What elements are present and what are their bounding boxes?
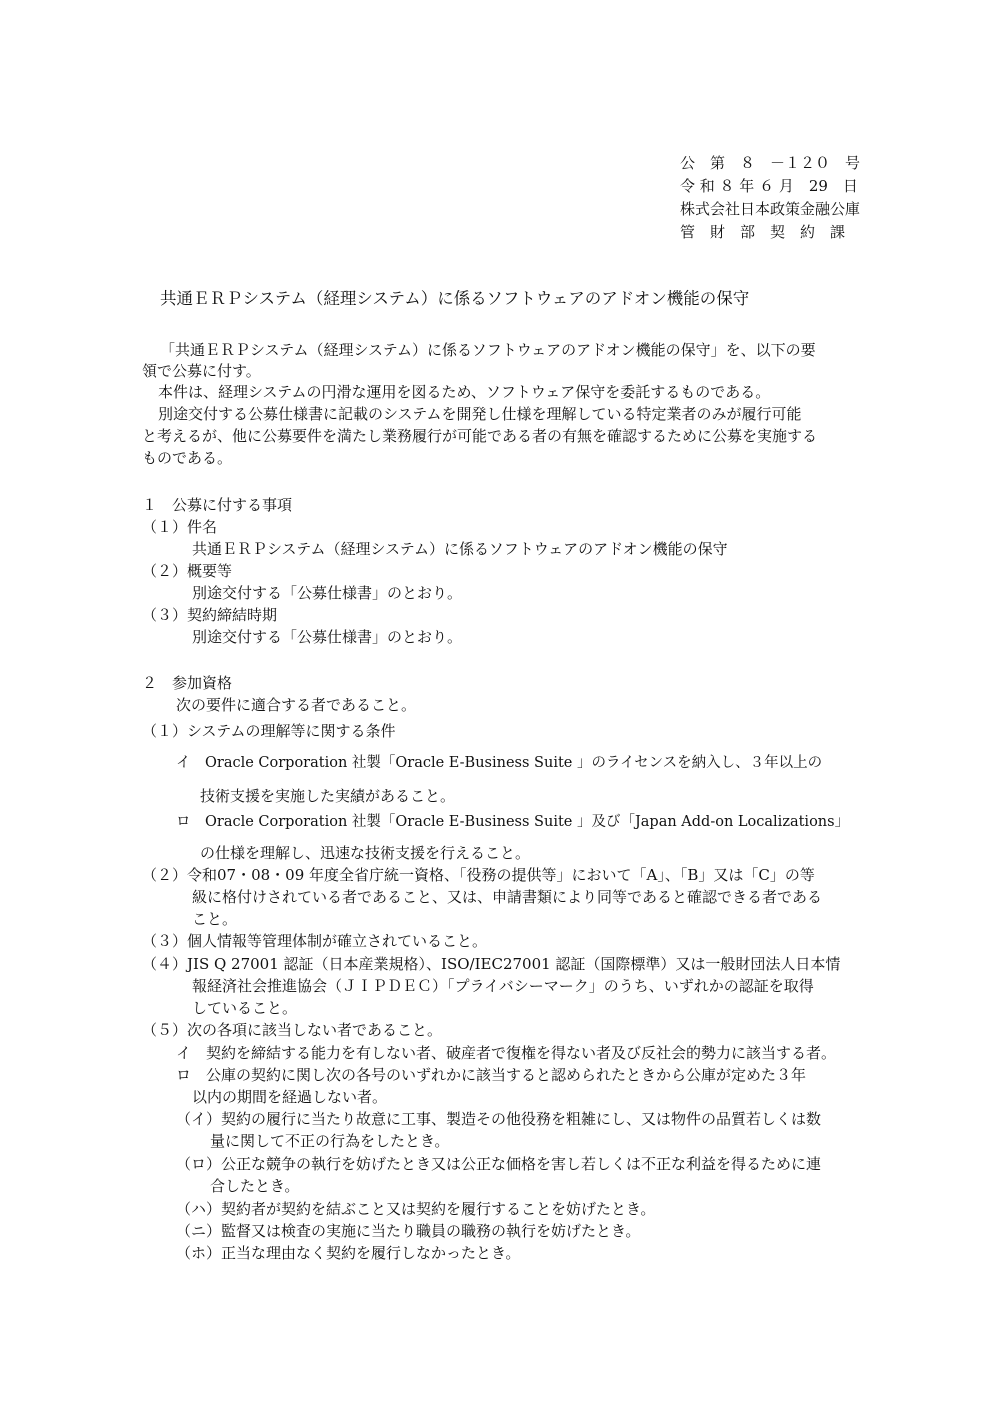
condition-item: していること。	[192, 999, 298, 1017]
item-text: 別途交付する「公募仕様書」のとおり。	[192, 584, 463, 602]
condition-item: （４）JIS Q 27001 認証（日本産業規格）、ISO/IEC27001 認証（国際標準）又は一般財団法人日本情	[142, 955, 841, 973]
condition-item: イ 契約を締結する能力を有しない者、破産者で復権を得ない者及び反社会的勢力に該当する者。	[176, 1044, 837, 1062]
intro-line: 別途交付する公募仕様書に記載のシステムを開発し仕様を理解している特定業者のみが履行可能	[158, 405, 802, 423]
item-label: （３）契約締結時期	[142, 606, 278, 624]
doc-date: 令 和 ８ 年 ６ 月 29 日	[680, 177, 858, 195]
condition-subitem: 合したとき。	[210, 1177, 300, 1195]
condition-item: 報経済社会推進協会（ＪＩＰＤＥＣ）「プライバシーマーク」のうち、いずれかの認証を取得	[192, 977, 814, 995]
condition-item: の仕様を理解し、迅速な技術支援を行えること。	[200, 844, 531, 862]
condition-label: （５）次の各項に該当しない者であること。	[142, 1021, 443, 1039]
intro-line: 領で公募に付す。	[142, 362, 261, 380]
item-label: （２）概要等	[142, 562, 233, 580]
condition-label: （１）システムの理解等に関する条件	[142, 722, 396, 740]
intro-line: ものである。	[142, 449, 233, 467]
item-label: （１）件名	[142, 518, 218, 536]
condition-item: （３）個人情報等管理体制が確立されていること。	[142, 932, 488, 950]
item-text: 共通ＥＲＰシステム（経理システム）に係るソフトウェアのアドオン機能の保守	[192, 540, 728, 558]
condition-item: 技術支援を実施した実績があること。	[200, 787, 456, 805]
condition-item: （２）令和07・08・09 年度全省庁統一資格、「役務の提供等」において「A」、「B」又は「C」の等	[142, 866, 815, 884]
condition-item: 級に格付けされている者であること、又は、申請書類により同等であると確認できる者である	[192, 888, 823, 906]
organization-name: 株式会社日本政策金融公庫	[680, 200, 861, 218]
intro-line: 「共通ＥＲＰシステム（経理システム）に係るソフトウェアのアドオン機能の保守」を、以下の要	[160, 341, 816, 359]
document-title: 共通ＥＲＰシステム（経理システム）に係るソフトウェアのアドオン機能の保守	[160, 289, 750, 308]
department-name: 管 財 部 契 約 課	[680, 223, 846, 241]
item-text: 別途交付する「公募仕様書」のとおり。	[192, 628, 463, 646]
condition-subitem: （ホ）正当な理由なく契約を履行しなかったとき。	[176, 1244, 521, 1262]
condition-subitem: （ニ）監督又は検査の実施に当たり職員の職務の執行を妨げたとき。	[176, 1222, 641, 1240]
condition-subitem: （ハ）契約者が契約を結ぶこと又は契約を履行することを妨げたとき。	[176, 1200, 656, 1218]
condition-item: ロ Oracle Corporation 社製「Oracle E-Business Suite 」及び「Japan Add-on Localizations」	[176, 814, 850, 830]
intro-line: と考えるが、他に公募要件を満たし業務履行が可能である者の有無を確認するために公募を実施する	[142, 427, 818, 445]
condition-subitem: （イ）契約の履行に当たり故意に工事、製造その他役務を粗雑にし、又は物件の品質若しくは数	[176, 1110, 822, 1128]
condition-item: ロ 公庫の契約に関し次の各号のいずれかに該当すると認められたときから公庫が定めた３年	[176, 1066, 807, 1084]
condition-subitem: 量に関して不正の行為をしたとき。	[210, 1132, 450, 1150]
section-heading: ２ 参加資格	[142, 674, 233, 692]
condition-item: 以内の期間を経過しない者。	[192, 1088, 388, 1106]
condition-item: こと。	[192, 910, 238, 928]
intro-line: 本件は、経理システムの円滑な運用を図るため、ソフトウェア保守を委託するものである。	[158, 383, 771, 401]
condition-item: イ Oracle Corporation 社製「Oracle E-Business Suite 」のライセンスを納入し、３年以上の	[176, 755, 823, 771]
section-heading: １ 公募に付する事項	[142, 496, 293, 514]
doc-number: 公 第 ８ －１２０ 号	[680, 154, 861, 172]
condition-subitem: （ロ）公正な競争の執行を妨げたとき又は公正な価格を害し若しくは不正な利益を得るために連	[176, 1155, 822, 1173]
section-lead: 次の要件に適合する者であること。	[176, 696, 417, 714]
